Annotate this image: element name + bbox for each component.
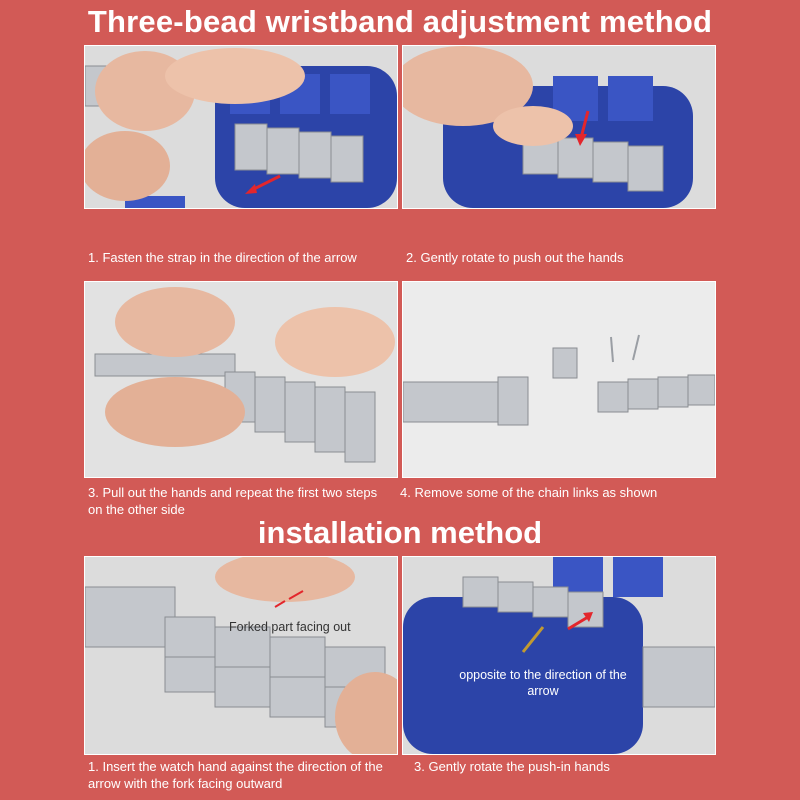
install-step1-caption: 1. Insert the watch hand against the direction of the arrow with the fork facing outward <box>88 759 383 791</box>
forked-part-label: Forked part facing out <box>229 620 351 634</box>
section-title: installation method <box>257 515 543 550</box>
install-step1-photo <box>84 556 398 755</box>
step2-caption: 2. Gently rotate to push out the hands <box>406 250 624 265</box>
install-step3-caption: 3. Gently rotate the push-in hands <box>414 759 610 774</box>
step3-photo <box>84 281 398 478</box>
opposite-direction-label: opposite to the direction of the arrow <box>459 668 627 698</box>
install-step3-photo <box>402 556 716 755</box>
step1-photo <box>84 45 398 209</box>
step4-photo <box>402 281 716 478</box>
step4-caption: 4. Remove some of the chain links as shown <box>400 485 658 500</box>
step2-photo <box>402 45 716 209</box>
main-title: Three-bead wristband adjustment method <box>87 4 713 39</box>
step1-caption: 1. Fasten the strap in the direction of the arrow <box>88 250 357 265</box>
step3-caption: 3. Pull out the hands and repeat the first two steps on the other side <box>88 485 378 517</box>
